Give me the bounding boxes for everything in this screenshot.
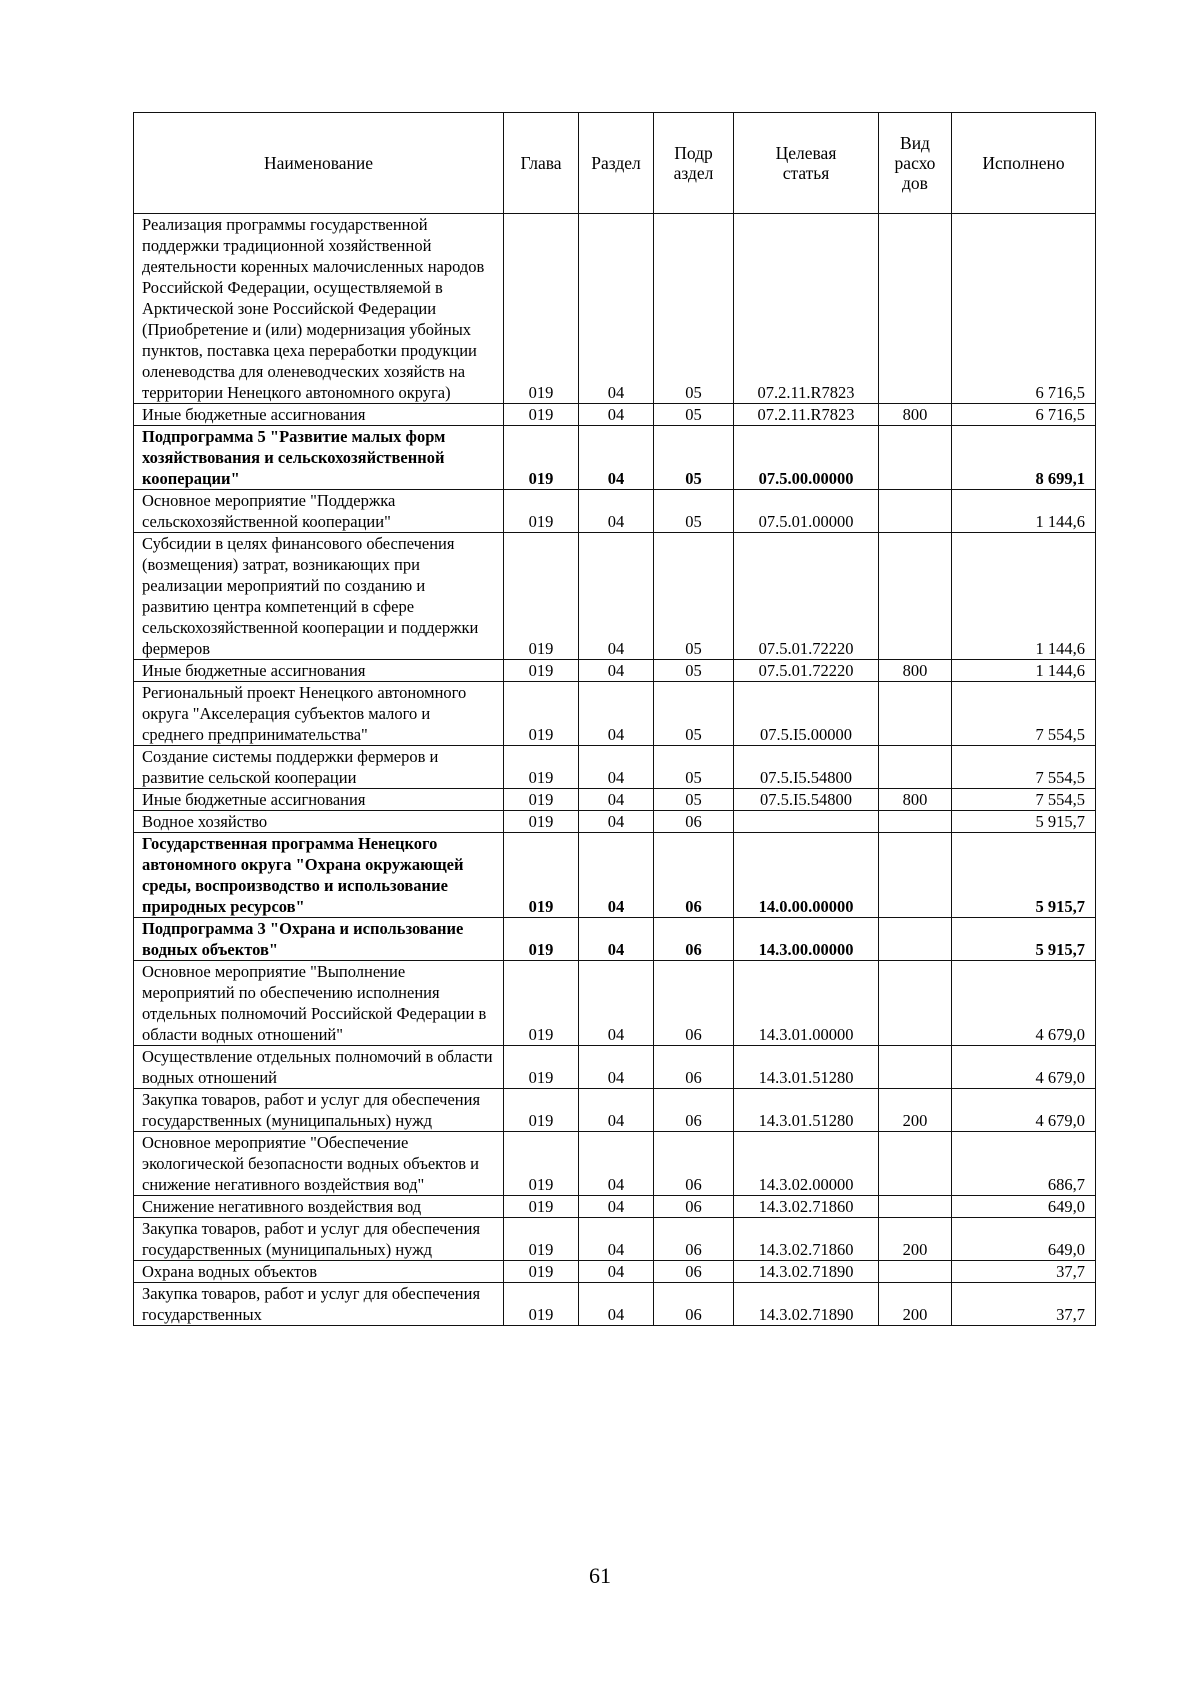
row-executed-cell: 37,7 [952, 1261, 1096, 1283]
row-target-cell: 14.3.00.00000 [734, 918, 879, 961]
row-expense-type-cell: 200 [879, 1283, 952, 1326]
table-row [134, 789, 1096, 811]
table-row [134, 1132, 1096, 1196]
row-executed-cell: 1 144,6 [952, 660, 1096, 682]
row-expense-type-cell: 200 [879, 1089, 952, 1132]
row-expense-type-cell [879, 961, 952, 1046]
row-section-cell: 04 [579, 1261, 654, 1283]
row-chapter-cell: 019 [504, 789, 579, 811]
row-chapter-cell: 019 [504, 961, 579, 1046]
row-chapter-cell: 019 [504, 1089, 579, 1132]
row-expense-type-cell [879, 426, 952, 490]
row-executed-cell: 37,7 [952, 1283, 1096, 1326]
row-chapter-cell: 019 [504, 1261, 579, 1283]
row-subsection-cell: 06 [654, 1218, 734, 1261]
row-subsection-cell: 05 [654, 533, 734, 660]
row-expense-type-cell [879, 1132, 952, 1196]
row-target-cell: 14.0.00.00000 [734, 833, 879, 918]
row-name-cell: Закупка товаров, работ и услуг для обеспечения государственных [134, 1283, 504, 1326]
row-executed-cell: 7 554,5 [952, 746, 1096, 789]
row-expense-type-cell [879, 214, 952, 404]
table-row [134, 490, 1096, 533]
table-row [134, 1261, 1096, 1283]
row-expense-type-cell: 200 [879, 1218, 952, 1261]
row-executed-cell: 6 716,5 [952, 404, 1096, 426]
row-subsection-cell: 06 [654, 918, 734, 961]
table-row [134, 1218, 1096, 1261]
row-chapter-cell: 019 [504, 533, 579, 660]
row-section-cell: 04 [579, 1283, 654, 1326]
row-section-cell: 04 [579, 918, 654, 961]
row-subsection-cell: 06 [654, 811, 734, 833]
row-name-cell: Субсидии в целях финансового обеспечения (возмещения) затрат, возникающих при реализации мероприятий по созданию и развитию центра компетенций в сфере сельскохозяйственной кооперации и поддержки фермеров [134, 533, 504, 660]
row-target-cell: 07.5.I5.00000 [734, 682, 879, 746]
row-target-cell: 14.3.02.71860 [734, 1196, 879, 1218]
row-expense-type-cell [879, 682, 952, 746]
row-name-cell: Водное хозяйство [134, 811, 504, 833]
row-chapter-cell: 019 [504, 214, 579, 404]
row-chapter-cell: 019 [504, 1196, 579, 1218]
row-expense-type-cell [879, 1196, 952, 1218]
row-target-cell: 07.5.I5.54800 [734, 746, 879, 789]
row-name-cell: Основное мероприятие "Обеспечение экологической безопасности водных объектов и снижение негативного воздействия вод" [134, 1132, 504, 1196]
row-name-cell: Иные бюджетные ассигнования [134, 404, 504, 426]
header-executed: Исполнено [952, 113, 1096, 214]
row-subsection-cell: 05 [654, 789, 734, 811]
row-section-cell: 04 [579, 490, 654, 533]
header-chapter: Глава [504, 113, 579, 214]
row-subsection-cell: 05 [654, 426, 734, 490]
row-target-cell: 07.5.01.00000 [734, 490, 879, 533]
header-section: Раздел [579, 113, 654, 214]
header-row [134, 113, 1096, 214]
row-expense-type-cell [879, 833, 952, 918]
row-subsection-cell: 06 [654, 961, 734, 1046]
row-name-cell: Осуществление отдельных полномочий в области водных отношений [134, 1046, 504, 1089]
row-target-cell: 14.3.02.71890 [734, 1261, 879, 1283]
row-expense-type-cell: 800 [879, 404, 952, 426]
row-target-cell [734, 811, 879, 833]
row-name-cell: Иные бюджетные ассигнования [134, 660, 504, 682]
row-executed-cell: 4 679,0 [952, 961, 1096, 1046]
row-subsection-cell: 05 [654, 746, 734, 789]
row-subsection-cell: 06 [654, 1196, 734, 1218]
row-target-cell: 07.5.01.72220 [734, 660, 879, 682]
row-subsection-cell: 06 [654, 1132, 734, 1196]
table-body [134, 214, 1096, 1326]
row-section-cell: 04 [579, 404, 654, 426]
row-name-cell: Закупка товаров, работ и услуг для обеспечения государственных (муниципальных) нужд [134, 1218, 504, 1261]
header-target: Целевая статья [734, 113, 879, 214]
row-chapter-cell: 019 [504, 490, 579, 533]
row-chapter-cell: 019 [504, 746, 579, 789]
row-executed-cell: 4 679,0 [952, 1046, 1096, 1089]
table-row [134, 1196, 1096, 1218]
row-section-cell: 04 [579, 682, 654, 746]
row-name-cell: Основное мероприятие "Выполнение мероприятий по обеспечению исполнения отдельных полномочий Российской Федерации в области водных отношений" [134, 961, 504, 1046]
row-expense-type-cell [879, 490, 952, 533]
row-name-cell: Охрана водных объектов [134, 1261, 504, 1283]
row-chapter-cell: 019 [504, 1046, 579, 1089]
table-row [134, 426, 1096, 490]
row-executed-cell: 8 699,1 [952, 426, 1096, 490]
row-target-cell: 14.3.02.71890 [734, 1283, 879, 1326]
table-row [134, 811, 1096, 833]
row-name-cell: Подпрограмма 5 "Развитие малых форм хозяйствования и сельскохозяйственной кооперации" [134, 426, 504, 490]
row-name-cell: Закупка товаров, работ и услуг для обеспечения государственных (муниципальных) нужд [134, 1089, 504, 1132]
row-chapter-cell: 019 [504, 1283, 579, 1326]
table-row [134, 961, 1096, 1046]
row-section-cell: 04 [579, 1196, 654, 1218]
row-expense-type-cell [879, 533, 952, 660]
row-chapter-cell: 019 [504, 833, 579, 918]
row-executed-cell: 649,0 [952, 1196, 1096, 1218]
row-executed-cell: 649,0 [952, 1218, 1096, 1261]
row-name-cell: Подпрограмма 3 "Охрана и использование водных объектов" [134, 918, 504, 961]
row-section-cell: 04 [579, 961, 654, 1046]
row-executed-cell: 6 716,5 [952, 214, 1096, 404]
row-subsection-cell: 06 [654, 1089, 734, 1132]
table-row [134, 660, 1096, 682]
table-row [134, 682, 1096, 746]
row-expense-type-cell [879, 811, 952, 833]
row-executed-cell: 686,7 [952, 1132, 1096, 1196]
row-subsection-cell: 05 [654, 404, 734, 426]
row-executed-cell: 1 144,6 [952, 533, 1096, 660]
budget-table [133, 112, 1096, 1326]
row-section-cell: 04 [579, 660, 654, 682]
row-section-cell: 04 [579, 746, 654, 789]
row-section-cell: 04 [579, 214, 654, 404]
row-name-cell: Создание системы поддержки фермеров и развитие сельской кооперации [134, 746, 504, 789]
row-section-cell: 04 [579, 426, 654, 490]
table-row [134, 833, 1096, 918]
row-target-cell: 07.5.01.72220 [734, 533, 879, 660]
table-row [134, 214, 1096, 404]
row-target-cell: 07.2.11.R7823 [734, 214, 879, 404]
header-expense-type: Вид расхо дов [879, 113, 952, 214]
row-chapter-cell: 019 [504, 1132, 579, 1196]
row-subsection-cell: 06 [654, 1046, 734, 1089]
row-target-cell: 14.3.01.51280 [734, 1046, 879, 1089]
table-row [134, 918, 1096, 961]
row-subsection-cell: 06 [654, 1283, 734, 1326]
row-section-cell: 04 [579, 1218, 654, 1261]
row-name-cell: Основное мероприятие "Поддержка сельскохозяйственной кооперации" [134, 490, 504, 533]
row-name-cell: Реализация программы государственной поддержки традиционной хозяйственной деятельности коренных малочисленных народов Российской Федерации, осуществляемой в Арктической зоне Российской Федерации (Приобретение и (или) модернизация убойных пунктов, поставка цеха переработки продукции оленеводства для оленеводческих хозяйств на территории Ненецкого автономного округа) [134, 214, 504, 404]
row-subsection-cell: 05 [654, 490, 734, 533]
row-executed-cell: 7 554,5 [952, 682, 1096, 746]
row-expense-type-cell: 800 [879, 789, 952, 811]
row-section-cell: 04 [579, 833, 654, 918]
row-executed-cell: 5 915,7 [952, 918, 1096, 961]
row-chapter-cell: 019 [504, 660, 579, 682]
table-row [134, 1089, 1096, 1132]
row-section-cell: 04 [579, 533, 654, 660]
table-row [134, 1283, 1096, 1326]
row-executed-cell: 5 915,7 [952, 811, 1096, 833]
row-chapter-cell: 019 [504, 918, 579, 961]
row-target-cell: 14.3.01.51280 [734, 1089, 879, 1132]
row-section-cell: 04 [579, 1089, 654, 1132]
table-row [134, 746, 1096, 789]
row-executed-cell: 1 144,6 [952, 490, 1096, 533]
row-section-cell: 04 [579, 1046, 654, 1089]
row-target-cell: 07.2.11.R7823 [734, 404, 879, 426]
row-expense-type-cell [879, 1261, 952, 1283]
table-row [134, 533, 1096, 660]
row-executed-cell: 4 679,0 [952, 1089, 1096, 1132]
table-row [134, 404, 1096, 426]
row-chapter-cell: 019 [504, 1218, 579, 1261]
row-expense-type-cell [879, 746, 952, 789]
row-subsection-cell: 05 [654, 214, 734, 404]
row-target-cell: 07.5.I5.54800 [734, 789, 879, 811]
row-expense-type-cell [879, 918, 952, 961]
row-executed-cell: 5 915,7 [952, 833, 1096, 918]
row-name-cell: Региональный проект Ненецкого автономного округа "Акселерация субъектов малого и среднего предпринимательства" [134, 682, 504, 746]
row-subsection-cell: 05 [654, 660, 734, 682]
page-number: 61 [589, 1563, 611, 1588]
row-chapter-cell: 019 [504, 426, 579, 490]
row-chapter-cell: 019 [504, 682, 579, 746]
header-subsection: Подр аздел [654, 113, 734, 214]
row-target-cell: 14.3.02.71860 [734, 1218, 879, 1261]
row-expense-type-cell [879, 1046, 952, 1089]
row-subsection-cell: 05 [654, 682, 734, 746]
table-row [134, 1046, 1096, 1089]
row-chapter-cell: 019 [504, 404, 579, 426]
row-section-cell: 04 [579, 789, 654, 811]
header-name: Наименование [134, 113, 504, 214]
row-name-cell: Государственная программа Ненецкого автономного округа "Охрана окружающей среды, воспроизводство и использование природных ресурсов" [134, 833, 504, 918]
row-subsection-cell: 06 [654, 1261, 734, 1283]
row-subsection-cell: 06 [654, 833, 734, 918]
row-chapter-cell: 019 [504, 811, 579, 833]
row-name-cell: Снижение негативного воздействия вод [134, 1196, 504, 1218]
row-section-cell: 04 [579, 811, 654, 833]
row-executed-cell: 7 554,5 [952, 789, 1096, 811]
row-target-cell: 07.5.00.00000 [734, 426, 879, 490]
row-section-cell: 04 [579, 1132, 654, 1196]
row-expense-type-cell: 800 [879, 660, 952, 682]
row-target-cell: 14.3.02.00000 [734, 1132, 879, 1196]
row-target-cell: 14.3.01.00000 [734, 961, 879, 1046]
row-name-cell: Иные бюджетные ассигнования [134, 789, 504, 811]
